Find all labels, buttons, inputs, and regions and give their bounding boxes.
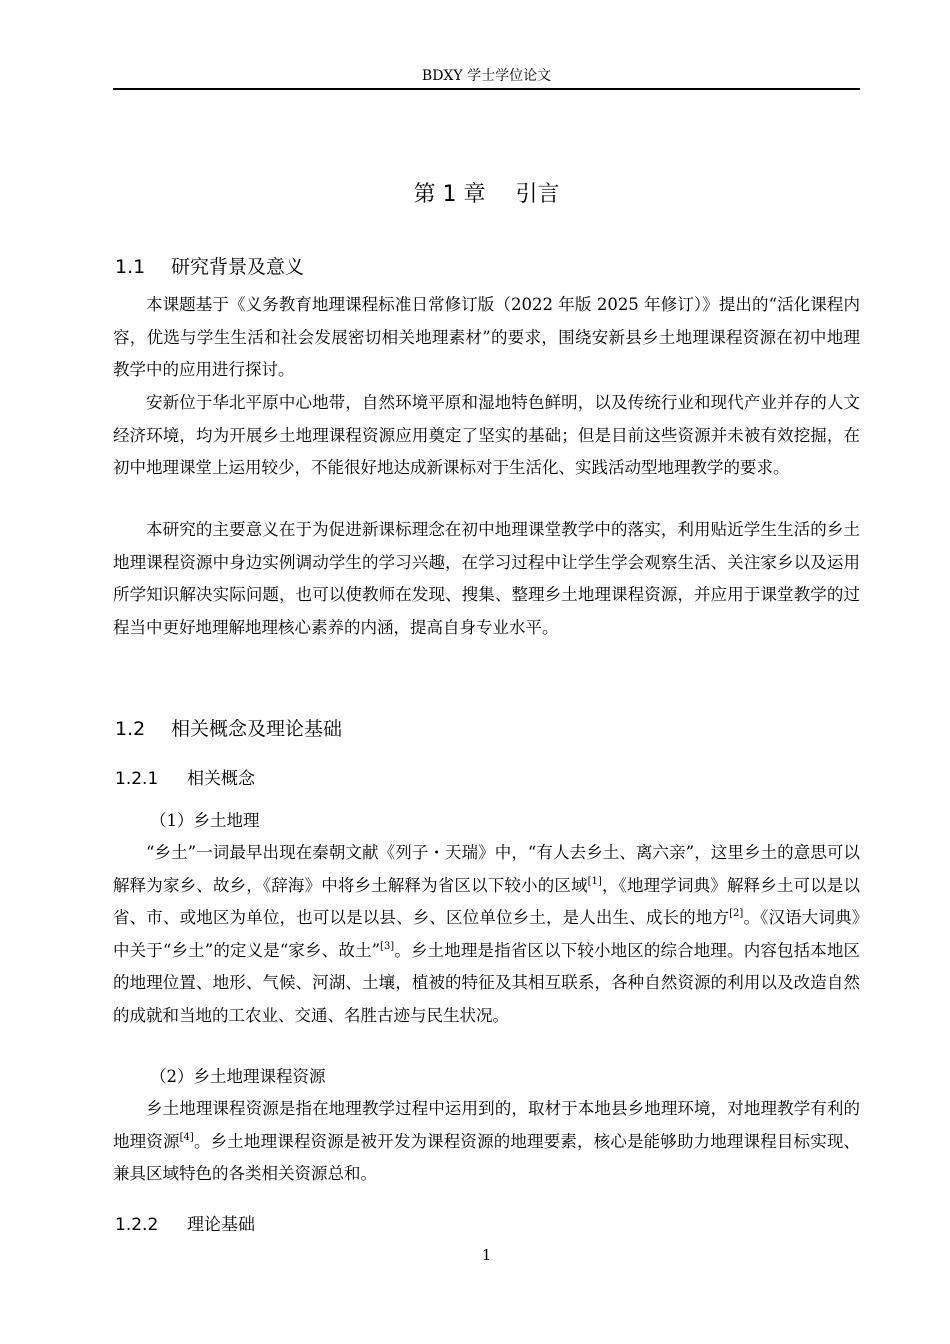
- chapter-number: 第 1 章: [413, 182, 486, 207]
- subsection-title: 相关概念: [187, 769, 255, 789]
- chapter-name: 引言: [515, 182, 560, 207]
- text-run: 。《汉语大词典》中关于“乡土”的定义是“家乡、故土”: [113, 908, 861, 960]
- paragraph-background-2: 安新位于华北平原中心地带，自然环境平原和湿地特色鲜明，以及传统行业和现代产业并存的人文经济环境，均为开展乡土地理课程资源应用奠定了坚实的基础；但是目前这些资源并未被有效挖掘，在初中地理课堂上运用较少，不能很好地达成新课标对于生活化、实践活动型地理教学的要求。: [113, 393, 860, 477]
- paragraph-local-geography: [113, 837, 860, 1032]
- subsection-number: 1.2.2: [115, 1215, 159, 1235]
- header-rule: [113, 88, 860, 90]
- citation-ref: [4]: [179, 1131, 194, 1143]
- section-number: 1.2: [115, 718, 146, 740]
- text-run: “乡土”一词最早出现在秦朝文献《列子・天瑞》中，“有人去乡土、离六亲”，这里乡土的意思可以解释为家乡、故乡，《辞海》中将乡土解释为省区以下较小的区域: [113, 843, 860, 895]
- text-run: 。乡土地理课程资源是被开发为课程资源的地理要素，核心是能够助力地理课程目标实现、兼具区域特色的各类相关资源总和。: [113, 1131, 861, 1183]
- citation-ref: [1]: [587, 875, 602, 887]
- section-title: 研究背景及意义: [171, 256, 305, 278]
- subsection-number: 1.2.1: [115, 769, 159, 789]
- paragraph-curriculum-resources: [113, 1093, 860, 1191]
- chapter-title: [113, 180, 860, 210]
- paragraph-significance: 本研究的主要意义在于为促进新课标理念在初中地理课堂教学中的落实，利用贴近学生生活的乡土地理课程资源中身边实例调动学生的学习兴趣，在学习过程中让学生学会观察生活、关注家乡以及运用所学知识解决实际问题，也可以使教师在发现、搜集、整理乡土地理课程资源，并应用于课堂教学的过程当中更好地理解地理核心素养的内涵，提高自身专业水平。: [113, 520, 860, 637]
- section-heading-1-2: [115, 716, 342, 742]
- paragraph-background-1: 本课题基于《义务教育地理课程标准日常修订版（2022 年版 2025 年修订）》提出的“活化课程内容，优选与学生生活和社会发展密切相关地理素材”的要求，围绕安新县乡土地理课程资源在初中地理教学中的应用进行探讨。: [113, 295, 860, 379]
- text-run: ，《地理学词典》解释乡土可以是以省、市、或地区为单位，也可以是以县、乡、区位单位乡土，是人出生、成长的地方: [113, 875, 861, 927]
- text-run: 乡土地理课程资源是指在地理教学过程中运用到的，取材于本地县乡地理环境，对地理教学有利的地理资源: [113, 1099, 860, 1151]
- text-run: 。乡土地理是指省区以下较小地区的综合地理。内容包括本地区的地理位置、地形、气候、河湖、土壤，植被的特征及其相互联系，各种自然资源的利用以及改造自然的成就和当地的工农业、交通、名胜古迹与民生状况。: [113, 940, 861, 1025]
- citation-ref: [2]: [729, 908, 744, 919]
- item-label-local-geography: （1）乡土地理: [150, 811, 260, 830]
- section-heading-1-1: [115, 254, 304, 280]
- item-label-curriculum-resources: （2）乡土地理课程资源: [150, 1067, 326, 1086]
- subsection-heading-1-2-2: [115, 1212, 255, 1238]
- subsection-title: 理论基础: [187, 1215, 255, 1235]
- running-header: BDXY 学士学位论文: [421, 68, 552, 84]
- subsection-heading-1-2-1: [115, 766, 255, 792]
- citation-ref: [3]: [380, 940, 395, 952]
- page-number: 1: [481, 1246, 492, 1264]
- section-number: 1.1: [115, 256, 146, 278]
- section-title: 相关概念及理论基础: [171, 718, 343, 740]
